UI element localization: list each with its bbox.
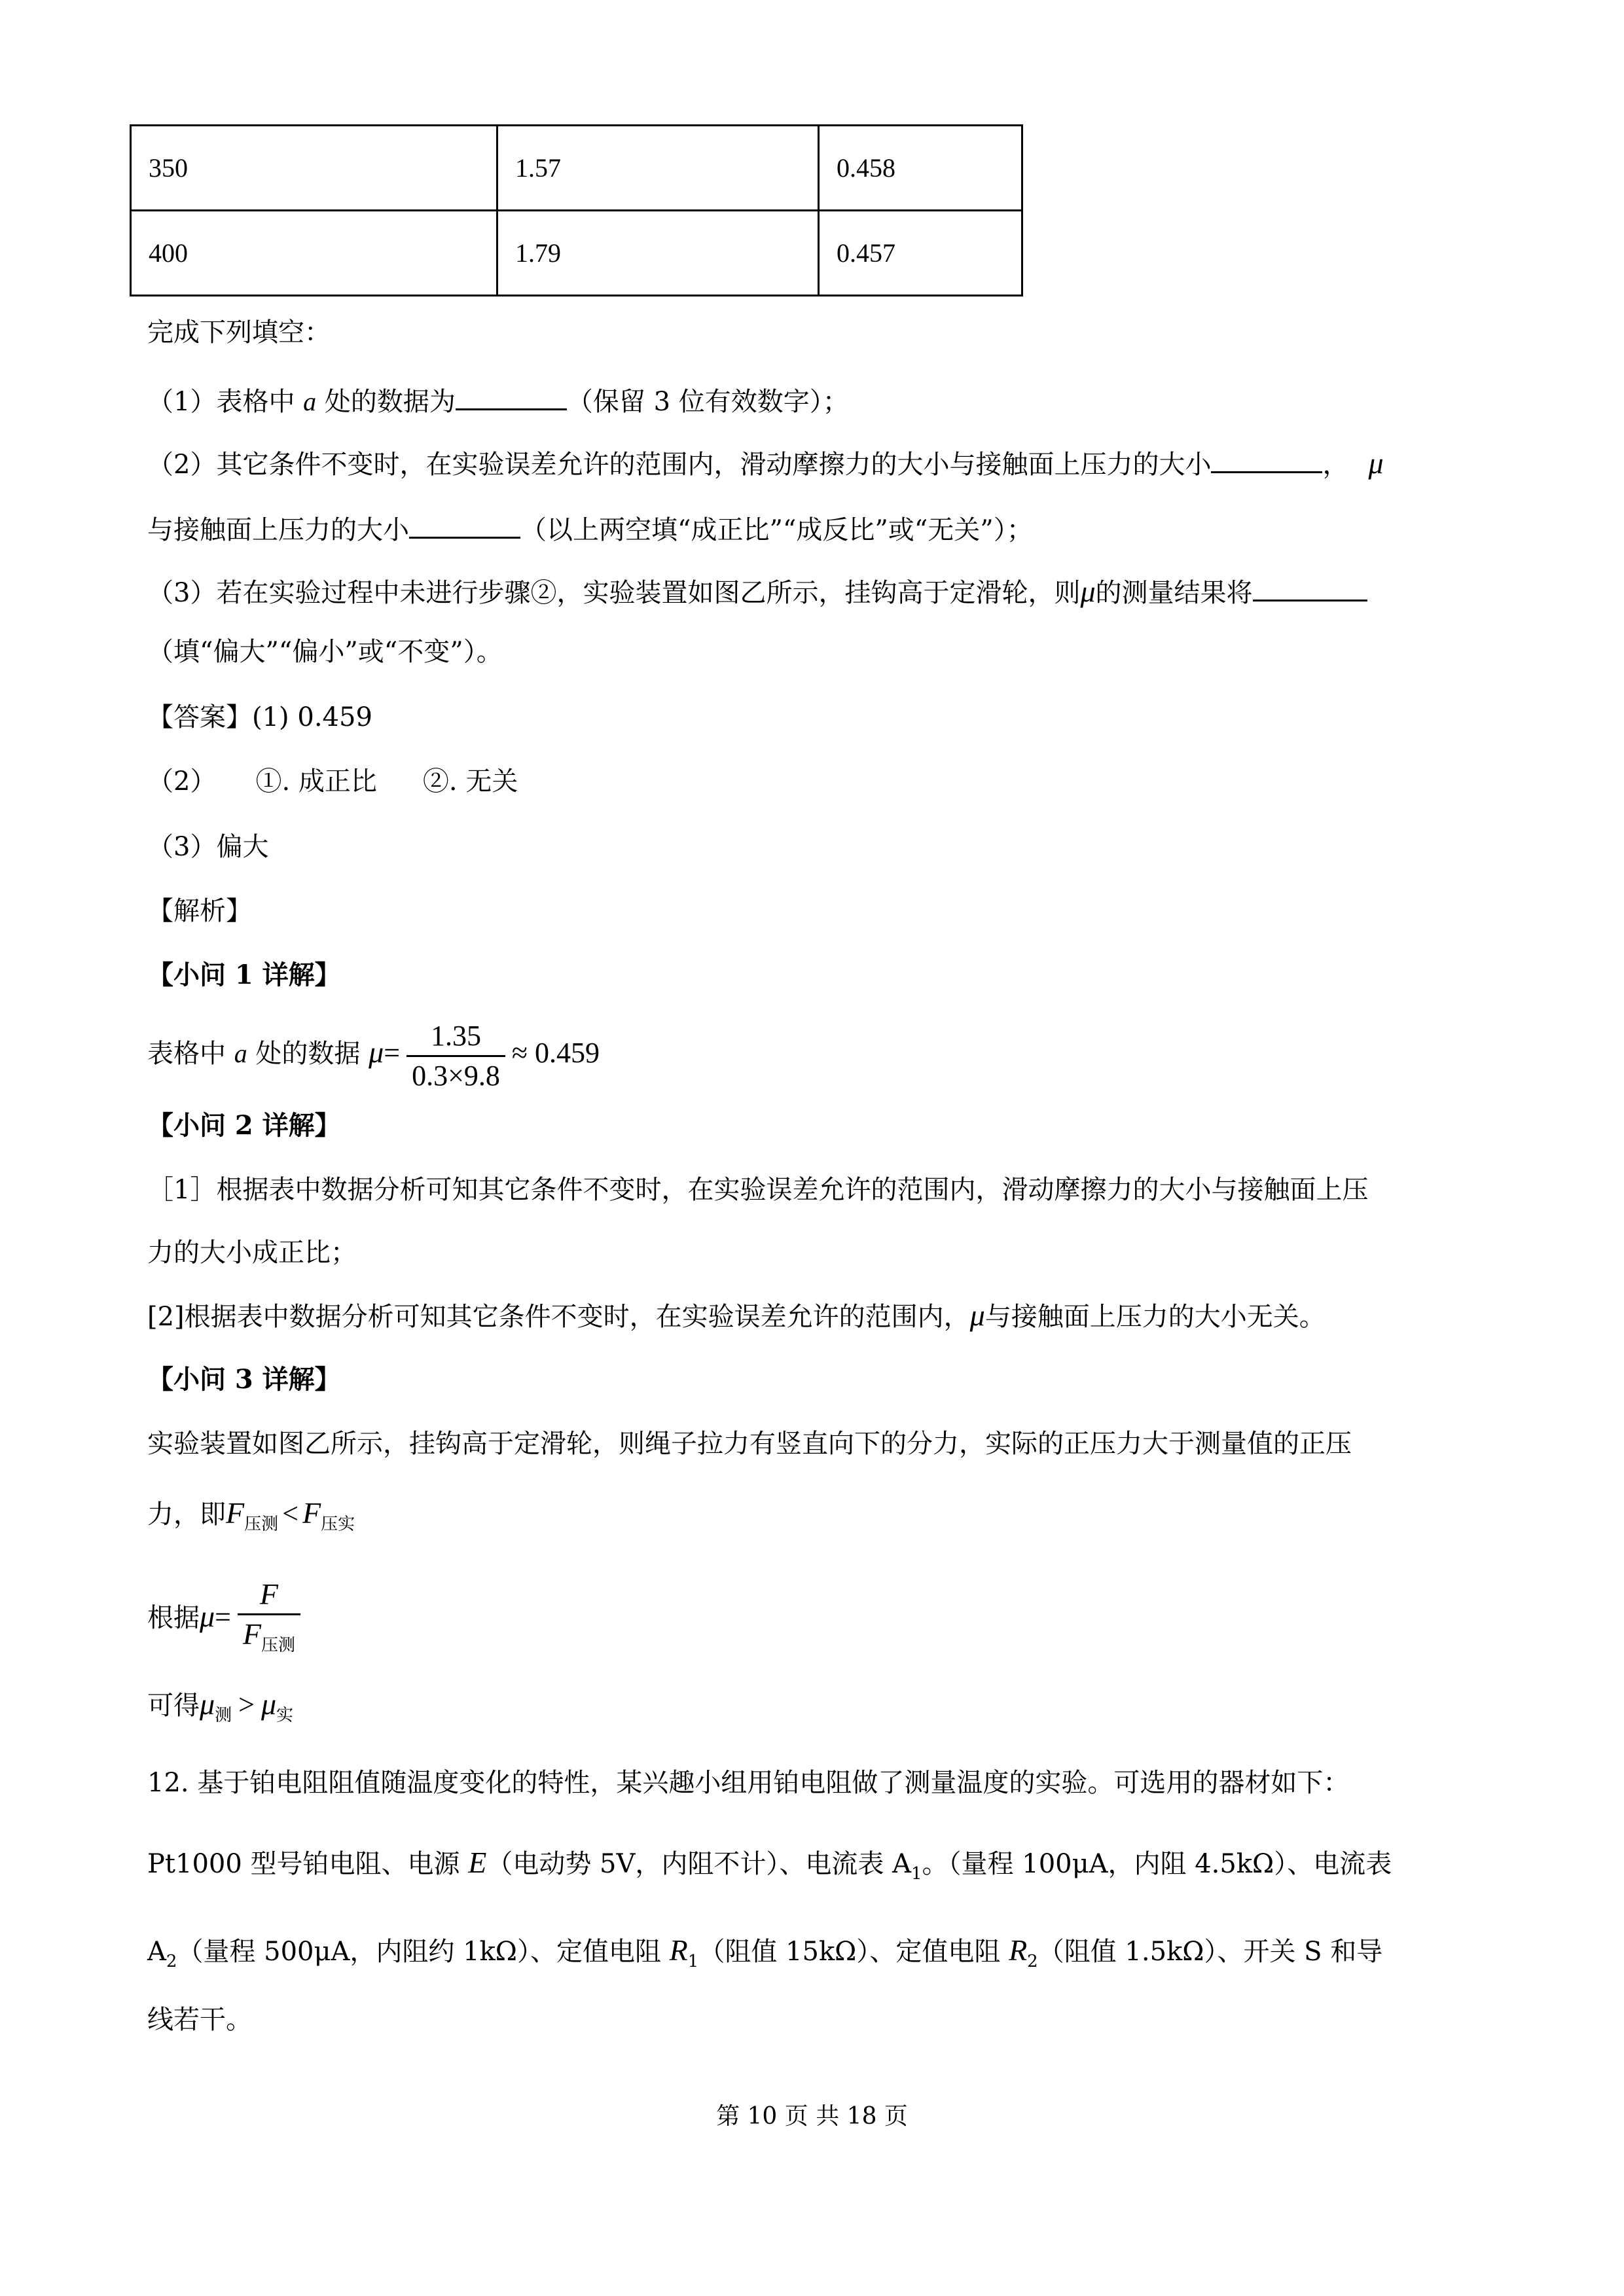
answer-line-3: （3）偏大: [147, 832, 269, 862]
table-row: [131, 211, 1022, 296]
question-3-line-2: （填“偏大”“偏小”或“不变”）。: [147, 637, 503, 667]
sub-question-2-p1a: ［1］根据表中数据分析可知其它条件不变时，在实验误差允许的范围内，滑动摩擦力的大小与接触面上压: [147, 1175, 1369, 1205]
fraction: $\frac{1.35}{0.3\times 9.8}$: [406, 1018, 505, 1094]
intro-text: 完成下列填空：: [147, 317, 331, 348]
sub-question-1-title: 【小问 1 详解】: [147, 960, 341, 990]
answer-blank[interactable]: [409, 508, 520, 539]
answer-line-1: 【答案】(1) 0.459: [147, 702, 372, 732]
answer-blank[interactable]: [456, 380, 567, 410]
sub-question-3-p1: 实验装置如图乙所示，挂钩高于定滑轮，则绳子拉力有竖直向下的分力，实际的正压力大于测量值的正压: [147, 1429, 1352, 1459]
answer-blank[interactable]: [1253, 571, 1367, 601]
fraction: $\frac{F}{F_{压测}}$: [238, 1577, 300, 1663]
question-12-line-1: 12. 基于铂电阻阻值随温度变化的特性，某兴趣小组用铂电阻做了测量温度的实验。可选用的器材如下：: [147, 1768, 1350, 1798]
answer-blank[interactable]: [1211, 442, 1322, 473]
sub-question-2-title: 【小问 2 详解】: [147, 1110, 341, 1141]
answer-label: 【答案】: [147, 702, 252, 732]
table-row: [131, 126, 1022, 211]
table-cell: 0.458: [819, 126, 1022, 211]
question-3-line-1: （3）若在实验过程中未进行步骤②，实验装置如图乙所示，挂钩高于定滑轮，则μ的测量结果将: [147, 571, 1367, 611]
sub-question-1-formula: 表格中 a 处的数据 μ= $\frac{1.35}{0.3\times 9.8}$ ≈ 0.459: [147, 1013, 600, 1094]
sub-question-3-inequality: 力，即$F_{压测} < F_{压实}$: [147, 1496, 355, 1534]
question-12-line-2: Pt1000 型号铂电阻、电源 E（电动势 5V，内阻不计）、电流表 $A_1$。（量程 100μA，内阻 4.5kΩ）、电流表: [147, 1846, 1392, 1884]
table-cell: 0.457: [819, 211, 1022, 296]
question-2-line-2: 与接触面上压力的大小 （以上两空填“成正比”“成反比”或“无关”）；: [147, 508, 1033, 548]
sub-question-3-formula: 根据μ= $\frac{F}{F_{压测}}$: [147, 1571, 307, 1664]
answer-line-2: （2） ①. 成正比 ②. 无关: [147, 766, 518, 797]
sub-question-2-p1b: 力的大小成正比；: [147, 1238, 357, 1268]
data-table: [130, 124, 1023, 296]
analysis-label: 【解析】: [147, 896, 252, 926]
question-2-line-1: （2）其它条件不变时，在实验误差允许的范围内，滑动摩擦力的大小与接触面上压力的大小 ， μ: [147, 442, 1384, 483]
sub-question-3-conclusion: 可得$\mu_测 > \mu_实$: [147, 1687, 294, 1725]
question-12-line-4: 线若干。: [147, 2005, 252, 2035]
page-footer: 第 10 页 共 18 页: [716, 2103, 908, 2130]
question-1: （1）表格中 a 处的数据为 （保留 3 位有效数字）；: [147, 380, 849, 420]
sub-question-3-title: 【小问 3 详解】: [147, 1364, 341, 1395]
table-cell: 1.79: [497, 211, 819, 296]
table-cell: 350: [131, 126, 497, 211]
sub-question-2-p2: [2]根据表中数据分析可知其它条件不变时，在实验误差允许的范围内，μ与接触面上压力的大小无关。: [147, 1299, 1326, 1332]
table-cell: 1.57: [497, 126, 819, 211]
question-12-line-3: $A_2$（量程 500μA，内阻约 1kΩ）、定值电阻 $R_1$（阻值 15kΩ）、定值电阻 $R_2$（阻值 1.5kΩ）、开关 S 和导: [147, 1933, 1383, 1971]
table-cell: 400: [131, 211, 497, 296]
